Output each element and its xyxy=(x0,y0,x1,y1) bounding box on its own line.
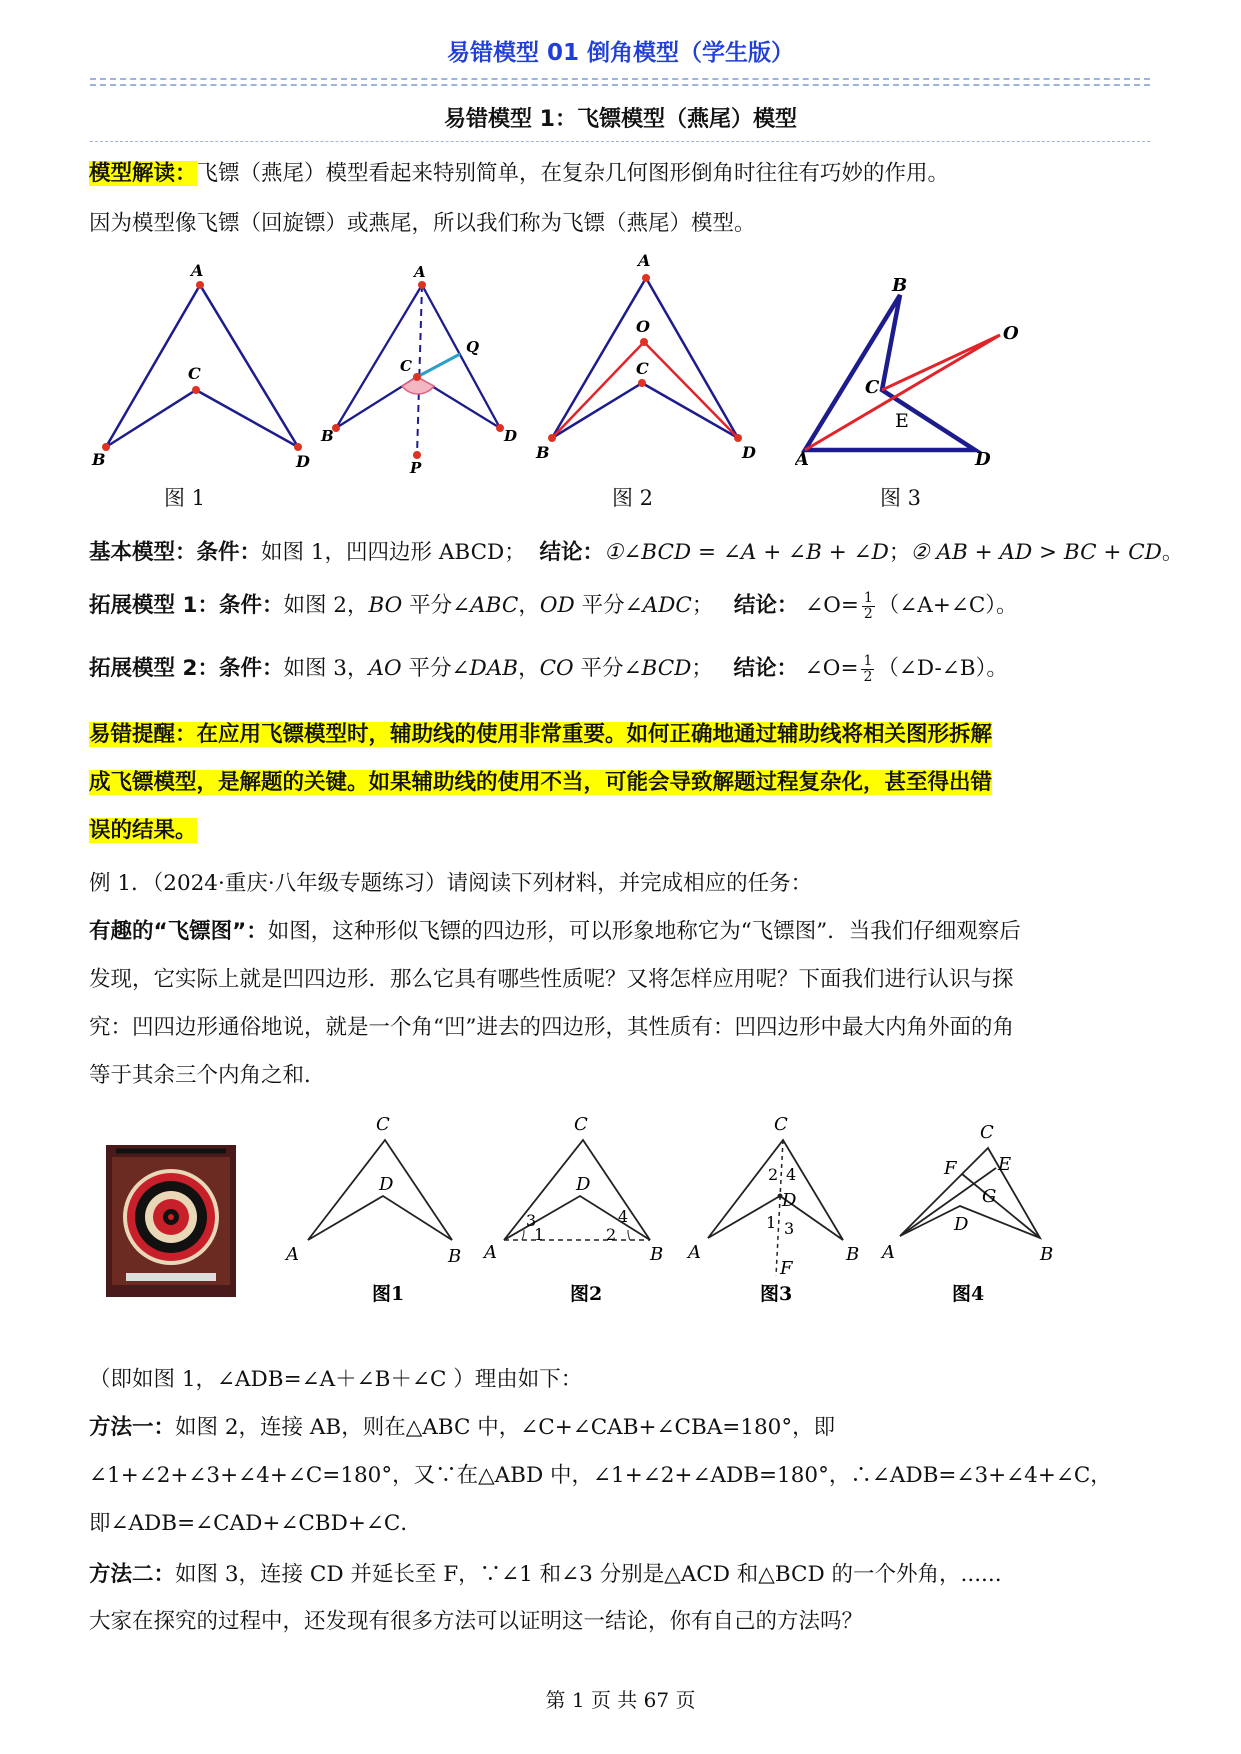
intro-label: 模型解读： xyxy=(89,161,197,186)
header-rule xyxy=(90,78,1150,80)
svg-text:B: B xyxy=(321,427,334,445)
example-line-3: 发现，它实际上就是凹四边形．那么它具有哪些性质呢？又将怎样应用呢？下面我们进行认识与探 xyxy=(89,967,1014,992)
svg-text:图3: 图3 xyxy=(760,1283,793,1305)
svg-text:C: C xyxy=(636,359,649,378)
svg-text:E: E xyxy=(998,1154,1012,1175)
header-rule-2 xyxy=(90,84,1150,86)
svg-text:B: B xyxy=(892,275,908,296)
svg-text:图1: 图1 xyxy=(372,1283,405,1305)
warning-line-2: 成飞镖模型，是解题的关键。如果辅助线的使用不当，可能会导致解题过程复杂化，甚至得出错 xyxy=(89,770,993,795)
svg-text:B: B xyxy=(846,1244,860,1265)
svg-text:2: 2 xyxy=(606,1225,617,1244)
svg-text:E: E xyxy=(895,410,909,432)
svg-text:D: D xyxy=(576,1174,591,1195)
method-1-line-3: 即∠ADB=∠CAD+∠CBD+∠C． xyxy=(89,1511,422,1536)
svg-text:B: B xyxy=(650,1244,664,1265)
section-rule xyxy=(90,141,1150,142)
header-title: 易错模型 01 倒角模型（学生版） xyxy=(446,40,795,66)
svg-text:A: A xyxy=(638,251,651,270)
svg-text:B: B xyxy=(448,1246,462,1267)
method-1-line-2: ∠1+∠2+∠3+∠4+∠C=180°，又∵在△ABD 中，∠1+∠2+∠ADB=180°，∴∠ADB=∠3+∠4+∠C， xyxy=(89,1463,1112,1488)
intro-text-1: 飞镖（燕尾）模型看起来特别简单，在复杂几何图形倒角时往往有巧妙的作用。 xyxy=(196,161,950,186)
svg-text:3: 3 xyxy=(784,1219,795,1238)
svg-text:1: 1 xyxy=(534,1225,545,1244)
svg-text:O: O xyxy=(636,317,650,336)
svg-text:A: A xyxy=(688,1242,701,1263)
svg-text:C: C xyxy=(774,1114,788,1135)
svg-text:A: A xyxy=(191,261,204,280)
intro-line-1 xyxy=(89,156,949,187)
svg-text:D: D xyxy=(975,449,991,470)
example-line-4: 究：凹四边形通俗地说，就是一个角“凹”进去的四边形，其性质有：凹四边形中最大内角外面的角 xyxy=(89,1015,1014,1040)
basic-model-line: 基本模型：条件：如图 1，凹四边形 ABCD； 结论：①∠BCD = ∠A + ∠B + ∠D；② AB + AD > BC + CD。 xyxy=(89,540,1184,565)
figure-caption-3: 图 3 xyxy=(880,486,922,510)
svg-text:C: C xyxy=(400,357,412,375)
fraction-half: $\frac{1}{2}$ xyxy=(863,589,873,622)
svg-text:P: P xyxy=(410,459,422,475)
dartboard-photo xyxy=(106,1145,236,1297)
svg-text:O: O xyxy=(1003,323,1019,344)
svg-text:B: B xyxy=(92,450,106,469)
svg-text:D: D xyxy=(296,452,310,471)
svg-text:F: F xyxy=(780,1258,793,1279)
dart-figure-4 xyxy=(872,1108,1072,1308)
svg-text:D: D xyxy=(742,443,756,462)
svg-text:D: D xyxy=(379,1174,394,1195)
svg-text:A: A xyxy=(882,1242,895,1263)
fraction-half-2: $\frac{1}{2}$ xyxy=(863,652,873,685)
svg-text:D: D xyxy=(782,1190,797,1211)
figure-1 xyxy=(88,255,318,475)
example-line-1: 例 1．（2024·重庆·八年级专题练习）请阅读下列材料，并完成相应的任务： xyxy=(89,871,813,896)
method-2-line-1: 方法二：如图 3，连接 CD 并延长至 F，∵∠1 和∠3 分别是△ACD 和△BCD 的一个外角，...... xyxy=(89,1562,1002,1587)
svg-text:B: B xyxy=(1040,1244,1054,1265)
intro-line-2: 因为模型像飞镖（回旋镖）或燕尾，所以我们称为飞镖（燕尾）模型。 xyxy=(89,211,756,236)
svg-text:C: C xyxy=(376,1114,390,1135)
svg-text:4: 4 xyxy=(618,1207,629,1226)
figure-caption-2: 图 2 xyxy=(612,486,654,510)
ext-model-1-line: 拓展模型 1：条件：如图 2，BO 平分∠ABC，OD 平分∠ADC； 结论： ∠O= $\frac{1}{2}$ （∠A+∠C）。 xyxy=(89,589,1018,622)
method-1-line-1: 方法一：如图 2，连接 AB，则在△ABC 中，∠C+∠CAB+∠CBA=180°，即 xyxy=(89,1415,836,1440)
svg-text:A: A xyxy=(484,1242,497,1263)
example-line-5: 等于其余三个内角之和． xyxy=(89,1063,326,1088)
svg-text:A: A xyxy=(414,263,426,281)
svg-text:2: 2 xyxy=(768,1165,779,1184)
dart-figure-2 xyxy=(470,1108,670,1308)
svg-text:图4: 图4 xyxy=(952,1283,985,1305)
svg-text:D: D xyxy=(504,427,518,445)
svg-text:D: D xyxy=(954,1214,969,1235)
ext-model-2-line: 拓展模型 2：条件：如图 3，AO 平分∠DAB，CO 平分∠BCD； 结论： ∠O= $\frac{1}{2}$ （∠D-∠B）。 xyxy=(89,652,1008,685)
svg-text:图2: 图2 xyxy=(570,1283,603,1305)
figure-1b xyxy=(316,255,536,475)
figure-caption-1: 图 1 xyxy=(164,486,206,510)
svg-text:F: F xyxy=(944,1158,957,1179)
example-line-2: 有趣的“飞镖图”：如图，这种形似飞镖的四边形，可以形象地称它为“飞镖图”．当我们仔细观察后 xyxy=(89,919,1021,944)
svg-text:C: C xyxy=(574,1114,588,1135)
svg-text:A: A xyxy=(286,1244,299,1265)
svg-text:G: G xyxy=(982,1186,997,1207)
svg-text:4: 4 xyxy=(786,1165,797,1184)
figure-2 xyxy=(530,250,770,470)
svg-text:3: 3 xyxy=(526,1211,537,1230)
method-2-line-2: 大家在探究的过程中，还发现有很多方法可以证明这一结论，你有自己的方法吗？ xyxy=(89,1609,864,1634)
svg-text:C: C xyxy=(865,377,880,398)
svg-text:1: 1 xyxy=(766,1213,777,1232)
svg-text:C: C xyxy=(188,364,201,383)
figure-3 xyxy=(795,275,1025,475)
warning-line-3: 误的结果。 xyxy=(89,818,197,843)
page-number: 第 1 页 共 67 页 xyxy=(545,1688,696,1712)
svg-text:Q: Q xyxy=(466,338,480,356)
section-title: 易错模型 1：飞镖模型（燕尾）模型 xyxy=(444,107,797,132)
proof-intro: （即如图 1，∠ADB=∠A＋∠B＋∠C ）理由如下： xyxy=(89,1367,583,1392)
svg-text:B: B xyxy=(536,443,550,462)
svg-text:A: A xyxy=(795,449,809,470)
dart-figure-3 xyxy=(668,1108,868,1308)
svg-text:C: C xyxy=(980,1122,994,1143)
dart-figure-1 xyxy=(280,1108,480,1308)
warning-line-1: 易错提醒：在应用飞镖模型时，辅助线的使用非常重要。如何正确地通过辅助线将相关图形拆解 xyxy=(89,722,993,747)
